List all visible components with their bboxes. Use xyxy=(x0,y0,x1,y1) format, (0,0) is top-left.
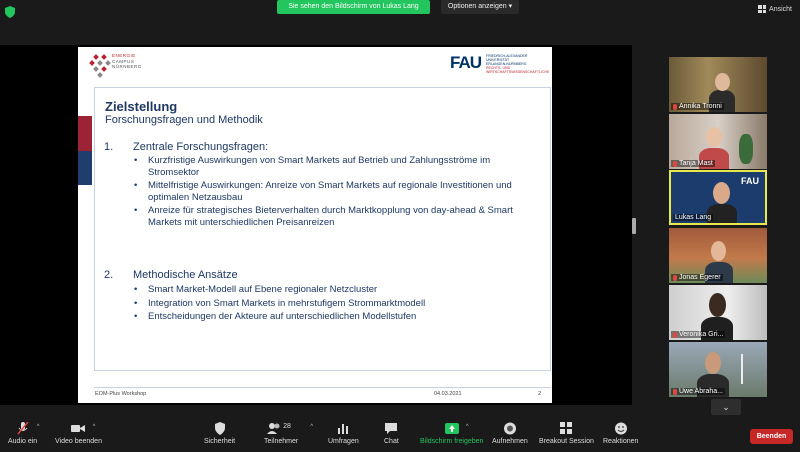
top-bar xyxy=(0,0,800,24)
list-item: • Mittelfristige Auswirkungen: Anreize von Smart Markets auf regionale Investitionen und optimalen Netzausbau xyxy=(134,180,534,203)
meeting-toolbar xyxy=(0,418,800,452)
participants-count: 28 xyxy=(283,423,291,430)
participants-icon xyxy=(267,422,314,435)
accent-bar-red xyxy=(78,116,92,151)
accent-bar-blue xyxy=(78,151,92,185)
chat-label: Chat xyxy=(384,438,399,445)
participant-name: Uwe Abraha... xyxy=(679,388,723,395)
record-label: Aufnehmen xyxy=(492,438,528,445)
participant-name: Veronika Gri... xyxy=(679,331,724,338)
record-icon xyxy=(503,422,517,435)
shield-icon[interactable] xyxy=(5,6,15,18)
list-item: • Smart Market-Modell auf Ebene regionaler Netzcluster xyxy=(134,284,534,296)
polls-button[interactable] xyxy=(328,422,359,445)
fau-logo: FAU FRIEDRICH-ALEXANDER UNIVERSITÄT ERLANGEN-NÜRNBERG RECHTS- UND WIRTSCHAFTSWISSENSCHAFTLICHE xyxy=(450,53,550,74)
view-button[interactable] xyxy=(758,5,792,13)
mic-muted-icon xyxy=(673,275,677,281)
reactions-button[interactable] xyxy=(603,422,638,445)
wind-turbine xyxy=(741,354,743,384)
slide-subtitle: Forschungsfragen und Methodik xyxy=(105,114,263,126)
audio-options-caret[interactable]: ^ xyxy=(36,424,40,430)
section-1-list xyxy=(134,155,534,230)
breakout-rooms-icon xyxy=(559,422,573,435)
share-screen-label: Bildschirm freigeben xyxy=(420,438,484,445)
participant-name: Lukas Lang xyxy=(675,214,712,221)
record-button[interactable] xyxy=(492,422,528,445)
list-item: • Anreize für strategisches Bieterverhalten durch Marktkopplung von day-ahead & Smart Markets mit unterschiedlichen Preisanreizen xyxy=(134,205,534,228)
mic-muted-icon xyxy=(673,332,677,338)
share-screen-button[interactable] xyxy=(420,422,483,445)
participant-tile-active-speaker[interactable] xyxy=(669,170,767,225)
security-label: Sicherheit xyxy=(204,438,236,445)
participant-name: Annika Tronni xyxy=(679,103,722,110)
footer-divider xyxy=(94,387,551,388)
panel-resize-handle[interactable] xyxy=(632,218,636,234)
polls-icon xyxy=(336,422,350,435)
video-button[interactable] xyxy=(55,422,102,445)
section-1-heading: 1. Zentrale Forschungsfragen: xyxy=(104,141,269,153)
screen-share-status: Sie sehen den Bildschirm von Lukas Lang xyxy=(277,0,430,14)
energie-campus-text: ENERGIE CAMPUS NÜRNBERG xyxy=(112,53,142,69)
participant-tile[interactable] xyxy=(669,228,767,283)
chevron-down-icon: ⌄ xyxy=(722,402,730,412)
participant-tile[interactable] xyxy=(669,57,767,112)
end-meeting-button[interactable]: Beenden xyxy=(750,429,793,444)
mic-muted-icon xyxy=(673,161,677,167)
microphone-muted-icon xyxy=(16,422,40,435)
mic-muted-icon xyxy=(673,104,677,110)
video-camera-icon xyxy=(71,422,96,435)
share-options-caret[interactable]: ^ xyxy=(465,424,469,430)
security-shield-icon xyxy=(213,422,227,435)
section-2-list xyxy=(134,284,534,325)
view-label: Ansicht xyxy=(769,5,792,13)
security-button[interactable] xyxy=(204,422,235,445)
participant-tile[interactable] xyxy=(669,285,767,340)
polls-label: Umfragen xyxy=(328,438,359,445)
list-item: • Kurzfristige Auswirkungen von Smart Markets auf Betrieb und Zahlungsströme im Stromsektor xyxy=(134,155,534,178)
slide-footer-date: 04.03.2021 xyxy=(434,391,462,397)
plant xyxy=(739,134,753,164)
smiley-plus-icon xyxy=(614,422,628,435)
reactions-label: Reaktionen xyxy=(603,438,639,445)
slide-title: Zielstellung xyxy=(105,99,178,114)
slide-footer-title: EOM-Plus Workshop xyxy=(95,391,147,397)
chat-button[interactable] xyxy=(384,422,399,445)
breakout-session-button[interactable] xyxy=(539,422,594,445)
share-screen-icon xyxy=(445,422,469,435)
slide-page-number: 2 xyxy=(538,391,542,397)
participant-tile[interactable] xyxy=(669,342,767,397)
participant-name: Tanja Mast xyxy=(679,160,713,167)
fau-tile-logo: FAU xyxy=(741,176,759,186)
breakout-session-label: Breakout Session xyxy=(539,438,594,445)
participants-button[interactable] xyxy=(264,422,314,445)
view-options-dropdown[interactable] xyxy=(441,0,519,14)
grid-view-icon xyxy=(758,5,766,13)
presentation-slide xyxy=(78,47,552,403)
video-options-caret[interactable]: ^ xyxy=(92,424,96,430)
section-2-heading: 2. Methodische Ansätze xyxy=(104,269,238,281)
list-item: • Entscheidungen der Akteure auf unterschiedlichen Modellstufen xyxy=(134,311,534,323)
video-label: Video beenden xyxy=(55,438,102,445)
participants-options-caret[interactable]: ^ xyxy=(310,424,314,430)
chat-bubble-icon xyxy=(384,422,398,435)
view-options-label: Optionen anzeigen xyxy=(447,3,507,10)
chevron-down-icon: ▾ xyxy=(508,3,513,10)
list-item: • Integration von Smart Markets in mehrstufigem Strommarktmodell xyxy=(134,298,534,310)
mic-muted-icon xyxy=(673,389,677,395)
scroll-participants-down-button[interactable] xyxy=(711,399,741,415)
participant-name: Jonas Egerer xyxy=(679,274,721,281)
audio-button[interactable] xyxy=(8,422,40,445)
audio-label: Audio ein xyxy=(8,438,38,445)
participants-label: Teilnehmer xyxy=(264,438,299,445)
participant-tile[interactable] xyxy=(669,114,767,169)
